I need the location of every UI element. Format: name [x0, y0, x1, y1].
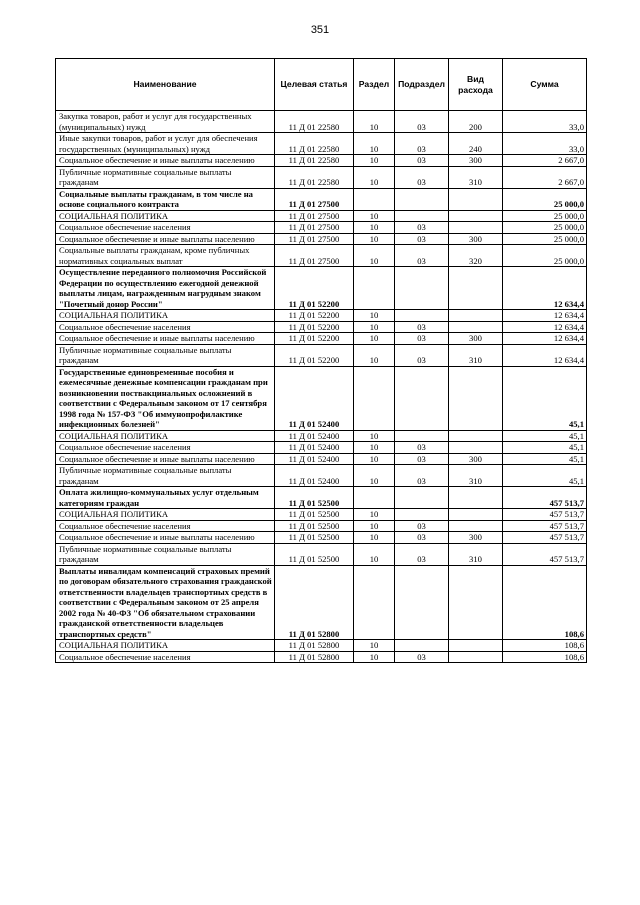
row-razdel: [354, 366, 395, 430]
row-vid: 320: [449, 245, 503, 267]
row-razdel: 10: [354, 532, 395, 544]
row-name: Публичные нормативные социальные выплаты гражданам: [56, 465, 275, 487]
row-podrazdel: [395, 310, 449, 322]
row-sum: 25 000,0: [503, 233, 587, 245]
row-name: Социальное обеспечение населения: [56, 520, 275, 532]
row-podrazdel: 03: [395, 245, 449, 267]
row-podrazdel: 03: [395, 344, 449, 366]
row-vid: [449, 310, 503, 322]
row-name: Социальное обеспечение населения: [56, 321, 275, 333]
row-vid: 300: [449, 333, 503, 345]
table-row: [56, 245, 587, 267]
row-podrazdel: 03: [395, 222, 449, 234]
row-podrazdel: 03: [395, 155, 449, 167]
row-razdel: 10: [354, 310, 395, 322]
row-sum: 108,6: [503, 640, 587, 652]
budget-table: [55, 58, 587, 663]
row-razdel: 10: [354, 111, 395, 133]
row-vid: [449, 640, 503, 652]
row-name: Социальные выплаты гражданам, кроме публичных нормативных социальных выплат: [56, 245, 275, 267]
row-name: Публичные нормативные социальные выплаты гражданам: [56, 543, 275, 565]
table-row: [56, 210, 587, 222]
row-sum: 45,1: [503, 366, 587, 430]
table-row: [56, 543, 587, 565]
table-row: [56, 166, 587, 188]
row-code: 11 Д 01 52500: [275, 520, 354, 532]
row-vid: 200: [449, 111, 503, 133]
row-code: 11 Д 01 52400: [275, 366, 354, 430]
row-vid: [449, 366, 503, 430]
row-sum: 457 513,7: [503, 532, 587, 544]
table-row: [56, 532, 587, 544]
row-code: 11 Д 01 27500: [275, 188, 354, 210]
row-podrazdel: 03: [395, 233, 449, 245]
table-row: [56, 465, 587, 487]
row-vid: 310: [449, 166, 503, 188]
row-podrazdel: [395, 430, 449, 442]
row-sum: 457 513,7: [503, 543, 587, 565]
table-row: [56, 509, 587, 521]
row-sum: 12 634,4: [503, 344, 587, 366]
row-sum: 45,1: [503, 465, 587, 487]
row-razdel: 10: [354, 442, 395, 454]
row-vid: 300: [449, 532, 503, 544]
row-name: Социальное обеспечение и иные выплаты населению: [56, 233, 275, 245]
row-vid: [449, 520, 503, 532]
row-razdel: 10: [354, 344, 395, 366]
row-podrazdel: [395, 267, 449, 310]
row-razdel: 10: [354, 543, 395, 565]
row-podrazdel: 03: [395, 465, 449, 487]
row-podrazdel: 03: [395, 520, 449, 532]
row-vid: 310: [449, 465, 503, 487]
table-row: [56, 310, 587, 322]
row-code: 11 Д 01 52400: [275, 430, 354, 442]
header-sum: Сумма: [503, 59, 587, 111]
row-sum: 25 000,0: [503, 245, 587, 267]
row-name: Социальные выплаты гражданам, в том числе на основе социального контракта: [56, 188, 275, 210]
header-razdel: Раздел: [354, 59, 395, 111]
row-vid: [449, 210, 503, 222]
row-name: СОЦИАЛЬНАЯ ПОЛИТИКА: [56, 310, 275, 322]
row-code: 11 Д 01 22580: [275, 111, 354, 133]
row-sum: 33,0: [503, 133, 587, 155]
row-razdel: [354, 487, 395, 509]
row-razdel: 10: [354, 321, 395, 333]
row-code: 11 Д 01 22580: [275, 166, 354, 188]
row-name: Закупка товаров, работ и услуг для государственных (муниципальных) нужд: [56, 111, 275, 133]
row-code: 11 Д 01 52800: [275, 651, 354, 663]
table-row: [56, 333, 587, 345]
row-code: 11 Д 01 52400: [275, 442, 354, 454]
row-sum: 108,6: [503, 565, 587, 640]
table-row: [56, 344, 587, 366]
row-name: СОЦИАЛЬНАЯ ПОЛИТИКА: [56, 210, 275, 222]
table-row: [56, 442, 587, 454]
row-razdel: 10: [354, 640, 395, 652]
row-sum: 45,1: [503, 430, 587, 442]
row-razdel: 10: [354, 520, 395, 532]
header-podrazdel: Подраздел: [395, 59, 449, 111]
row-vid: [449, 565, 503, 640]
table-header-row: [56, 59, 587, 111]
row-vid: [449, 222, 503, 234]
row-vid: [449, 442, 503, 454]
table-row: [56, 520, 587, 532]
row-code: 11 Д 01 52200: [275, 321, 354, 333]
row-razdel: 10: [354, 233, 395, 245]
row-razdel: 10: [354, 430, 395, 442]
table-row: [56, 487, 587, 509]
row-name: СОЦИАЛЬНАЯ ПОЛИТИКА: [56, 640, 275, 652]
row-code: 11 Д 01 52800: [275, 565, 354, 640]
row-code: 11 Д 01 52400: [275, 453, 354, 465]
row-name: Социальное обеспечение населения: [56, 222, 275, 234]
row-razdel: 10: [354, 465, 395, 487]
row-razdel: [354, 565, 395, 640]
row-razdel: [354, 188, 395, 210]
row-code: 11 Д 01 52400: [275, 465, 354, 487]
header-code: Целевая статья: [275, 59, 354, 111]
header-name: Наименование: [56, 59, 275, 111]
row-code: 11 Д 01 22580: [275, 133, 354, 155]
row-podrazdel: 03: [395, 333, 449, 345]
row-vid: [449, 509, 503, 521]
row-podrazdel: 03: [395, 651, 449, 663]
table-row: [56, 640, 587, 652]
row-name: Социальное обеспечение населения: [56, 651, 275, 663]
row-podrazdel: [395, 509, 449, 521]
row-code: 11 Д 01 27500: [275, 233, 354, 245]
row-name: Иные закупки товаров, работ и услуг для обеспечения государственных (муниципальных) нужд: [56, 133, 275, 155]
row-code: 11 Д 01 52200: [275, 267, 354, 310]
row-podrazdel: [395, 565, 449, 640]
table-row: [56, 233, 587, 245]
row-code: 11 Д 01 52500: [275, 509, 354, 521]
row-code: 11 Д 01 22580: [275, 155, 354, 167]
row-podrazdel: 03: [395, 532, 449, 544]
row-razdel: 10: [354, 651, 395, 663]
row-razdel: 10: [354, 222, 395, 234]
row-podrazdel: [395, 366, 449, 430]
row-vid: 240: [449, 133, 503, 155]
row-vid: 310: [449, 543, 503, 565]
row-code: 11 Д 01 27500: [275, 245, 354, 267]
row-vid: [449, 651, 503, 663]
table-row: [56, 222, 587, 234]
table-row: [56, 155, 587, 167]
row-code: 11 Д 01 52200: [275, 333, 354, 345]
row-sum: 457 513,7: [503, 487, 587, 509]
table-row: [56, 188, 587, 210]
table-row: [56, 651, 587, 663]
row-podrazdel: 03: [395, 321, 449, 333]
row-vid: [449, 267, 503, 310]
row-sum: 45,1: [503, 453, 587, 465]
row-name: Оплата жилищно-коммунальных услуг отдельным категориям граждан: [56, 487, 275, 509]
row-razdel: 10: [354, 210, 395, 222]
row-podrazdel: 03: [395, 442, 449, 454]
row-vid: 310: [449, 344, 503, 366]
row-sum: 45,1: [503, 442, 587, 454]
row-sum: 12 634,4: [503, 333, 587, 345]
table-row: [56, 565, 587, 640]
row-sum: 33,0: [503, 111, 587, 133]
row-vid: 300: [449, 233, 503, 245]
row-name: Публичные нормативные социальные выплаты гражданам: [56, 166, 275, 188]
table-row: [56, 111, 587, 133]
row-vid: 300: [449, 453, 503, 465]
row-sum: 2 667,0: [503, 155, 587, 167]
row-sum: 457 513,7: [503, 509, 587, 521]
row-podrazdel: 03: [395, 453, 449, 465]
row-podrazdel: [395, 188, 449, 210]
row-code: 11 Д 01 52500: [275, 487, 354, 509]
row-razdel: 10: [354, 245, 395, 267]
row-name: Публичные нормативные социальные выплаты гражданам: [56, 344, 275, 366]
row-name: Социальное обеспечение и иные выплаты населению: [56, 333, 275, 345]
row-sum: 2 667,0: [503, 166, 587, 188]
row-razdel: 10: [354, 155, 395, 167]
row-name: Государственные единовременные пособия и ежемесячные денежные компенсации гражданам при возникновении поствакцинальных осложнений в соответствии с Федеральным законом от 17 сентября 1998 года № 157-ФЗ "Об иммунопрофилактике инфекционных болезней": [56, 366, 275, 430]
row-vid: [449, 321, 503, 333]
row-vid: [449, 188, 503, 210]
row-vid: [449, 430, 503, 442]
row-podrazdel: 03: [395, 166, 449, 188]
row-code: 11 Д 01 27500: [275, 210, 354, 222]
row-vid: 300: [449, 155, 503, 167]
row-podrazdel: [395, 640, 449, 652]
row-sum: 457 513,7: [503, 520, 587, 532]
table-row: [56, 430, 587, 442]
row-sum: 25 000,0: [503, 188, 587, 210]
row-podrazdel: 03: [395, 133, 449, 155]
row-razdel: 10: [354, 453, 395, 465]
row-code: 11 Д 01 27500: [275, 222, 354, 234]
row-razdel: 10: [354, 333, 395, 345]
row-podrazdel: 03: [395, 111, 449, 133]
row-name: Выплаты инвалидам компенсаций страховых премий по договорам обязательного страхования гражданской ответственности владельцев транспортных средств в соответствии с Федеральным законом от 25 апреля 2002 года № 40-ФЗ "Об обязательном страховании гражданской ответственности владельцев транспортных средств": [56, 565, 275, 640]
row-sum: 12 634,4: [503, 321, 587, 333]
row-code: 11 Д 01 52200: [275, 310, 354, 322]
row-sum: 12 634,4: [503, 267, 587, 310]
row-sum: 12 634,4: [503, 310, 587, 322]
row-razdel: [354, 267, 395, 310]
row-podrazdel: [395, 210, 449, 222]
table-row: [56, 267, 587, 310]
row-sum: 108,6: [503, 651, 587, 663]
row-name: СОЦИАЛЬНАЯ ПОЛИТИКА: [56, 509, 275, 521]
row-vid: [449, 487, 503, 509]
row-name: Социальное обеспечение и иные выплаты населению: [56, 155, 275, 167]
row-code: 11 Д 01 52200: [275, 344, 354, 366]
row-name: СОЦИАЛЬНАЯ ПОЛИТИКА: [56, 430, 275, 442]
row-razdel: 10: [354, 133, 395, 155]
table-row: [56, 453, 587, 465]
table-row: [56, 366, 587, 430]
row-podrazdel: [395, 487, 449, 509]
row-podrazdel: 03: [395, 543, 449, 565]
row-code: 11 Д 01 52500: [275, 543, 354, 565]
row-code: 11 Д 01 52500: [275, 532, 354, 544]
row-name: Социальное обеспечение и иные выплаты населению: [56, 532, 275, 544]
row-code: 11 Д 01 52800: [275, 640, 354, 652]
table-row: [56, 321, 587, 333]
row-name: Осуществление переданного полномочия Российской Федерации по осуществлению ежегодной денежной выплаты лицам, награжденным нагрудным знаком "Почетный донор России": [56, 267, 275, 310]
row-name: Социальное обеспечение и иные выплаты населению: [56, 453, 275, 465]
page-number: 351: [310, 24, 330, 36]
row-razdel: 10: [354, 166, 395, 188]
row-sum: 25 000,0: [503, 222, 587, 234]
header-vid: Вид расхода: [449, 59, 503, 111]
row-name: Социальное обеспечение населения: [56, 442, 275, 454]
row-sum: 25 000,0: [503, 210, 587, 222]
row-razdel: 10: [354, 509, 395, 521]
table-row: [56, 133, 587, 155]
